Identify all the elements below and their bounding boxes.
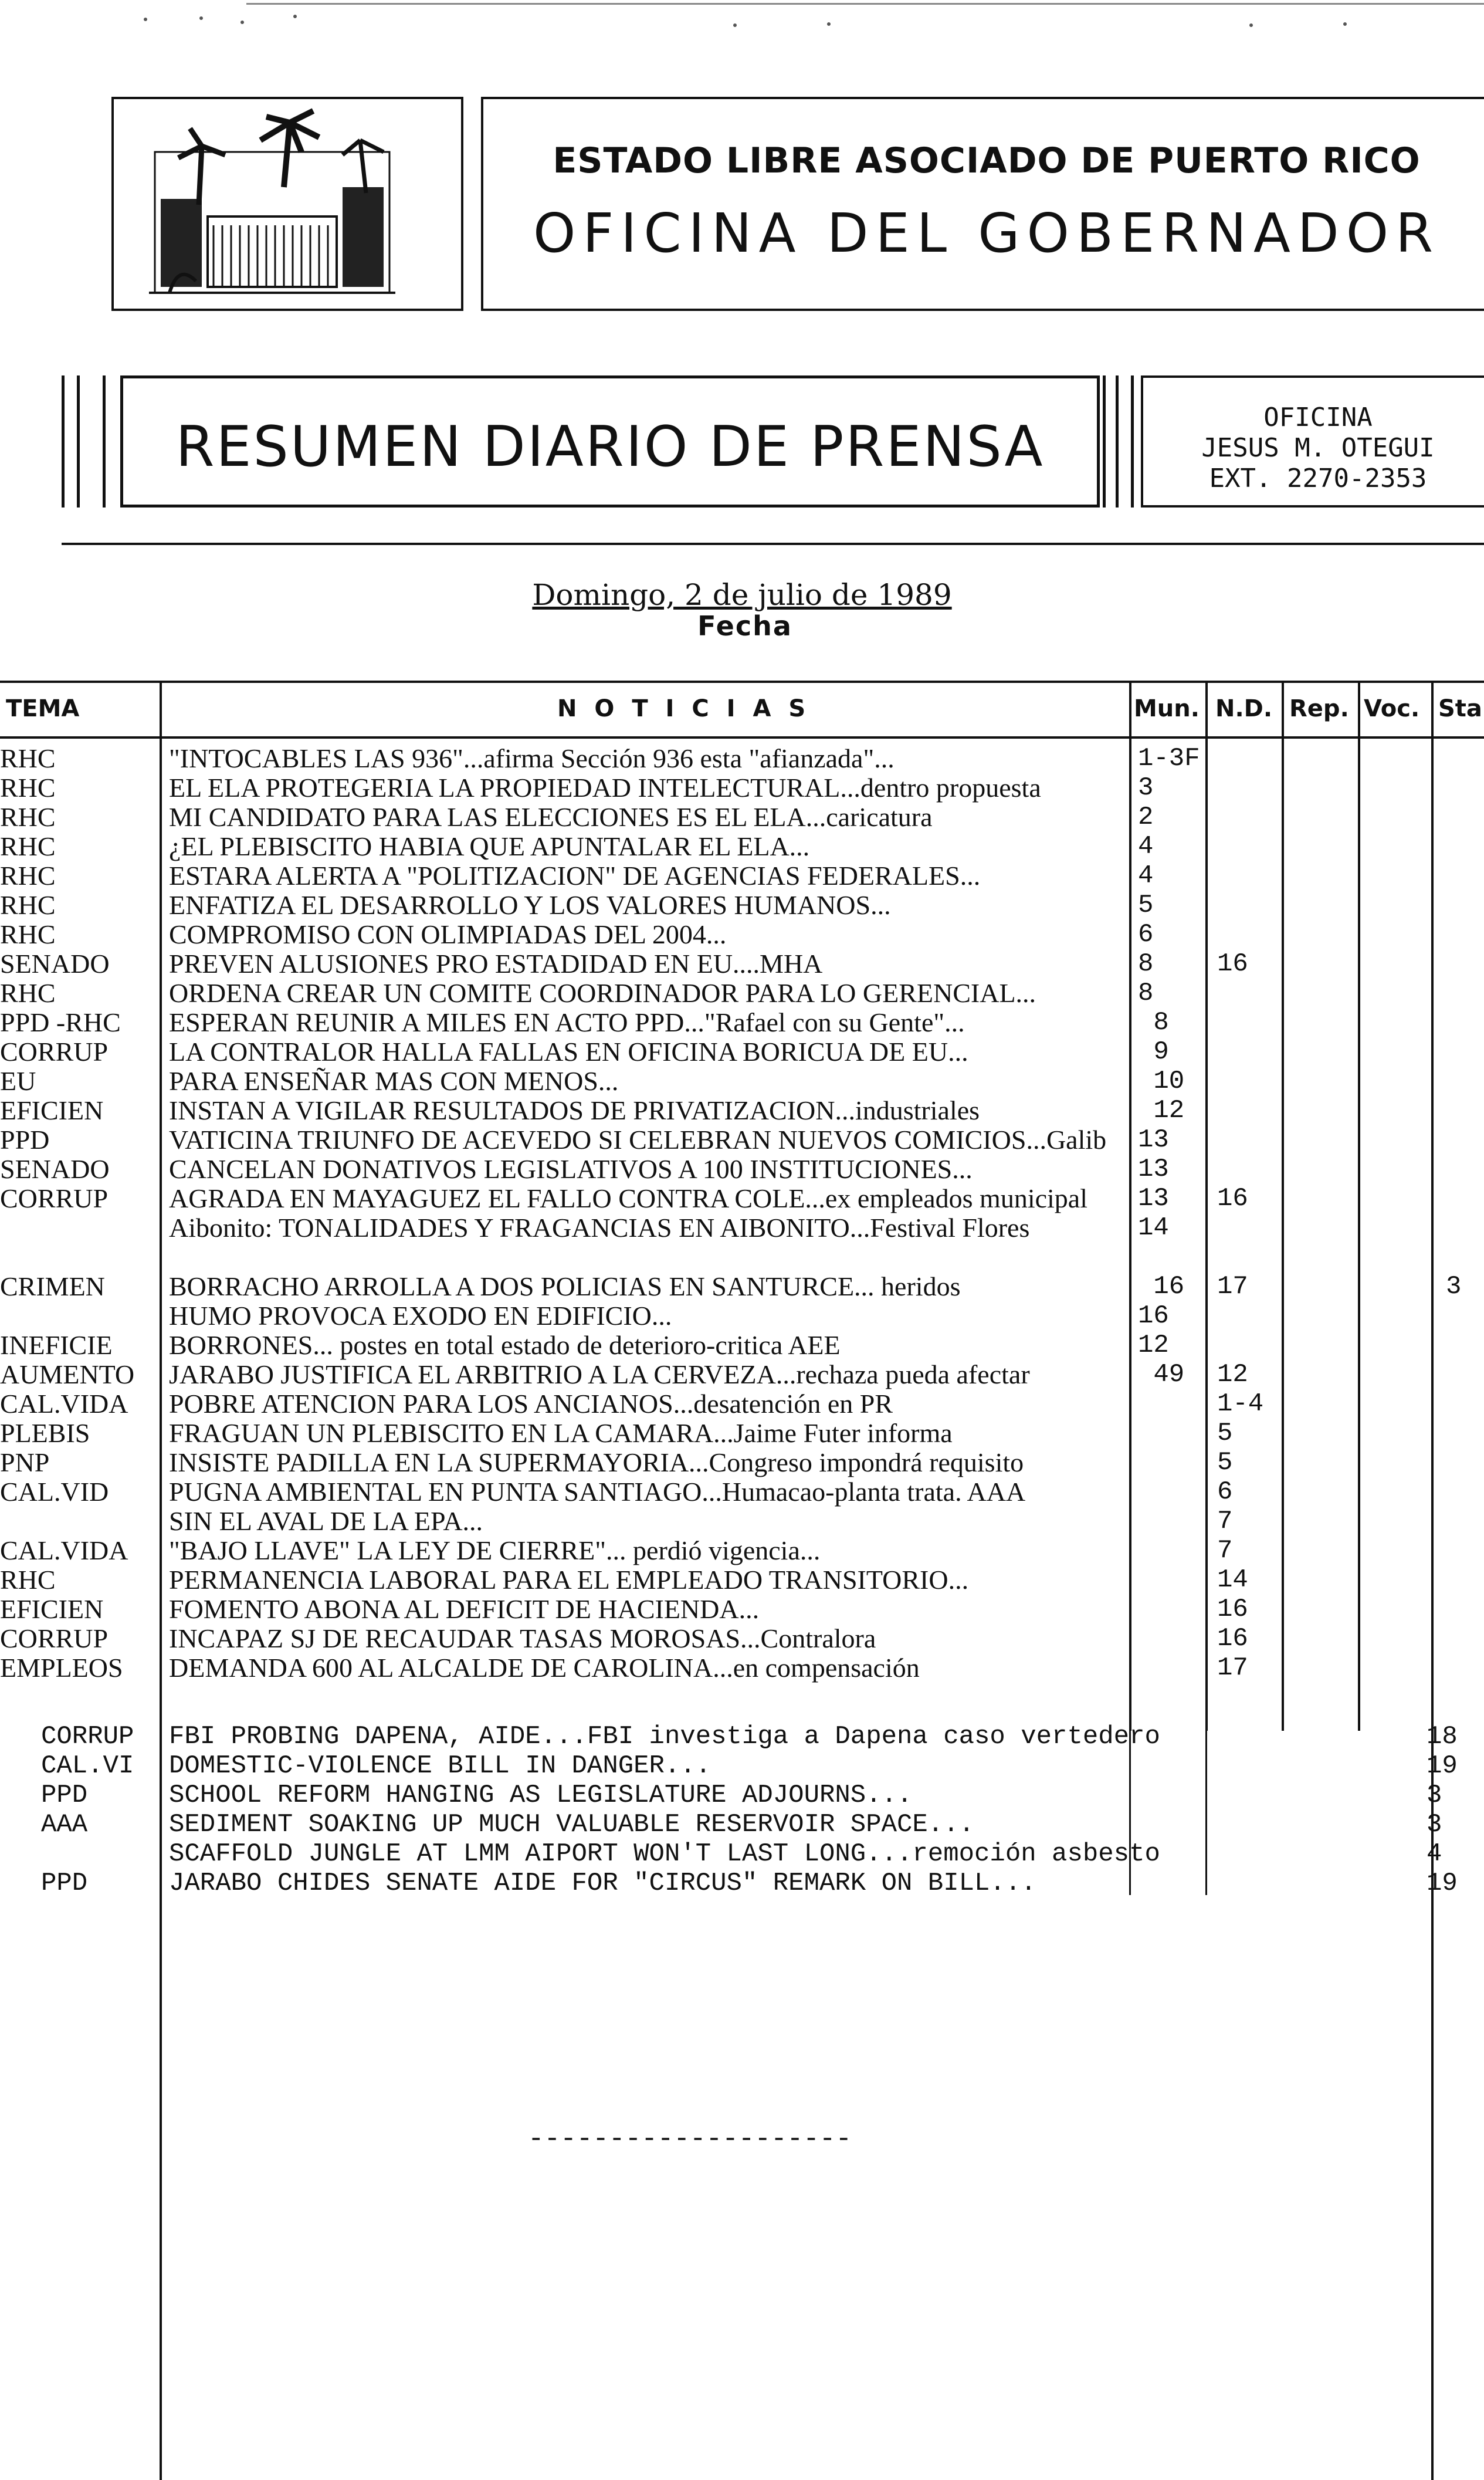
- row-headline: FBI PROBING DAPENA, AIDE...FBI investiga a Dapena caso vertedero: [169, 1722, 1160, 1751]
- table-row: [0, 1536, 1484, 1565]
- table-row: [0, 949, 1484, 979]
- table-row: [0, 1419, 1484, 1448]
- table-row-english: [0, 1781, 1484, 1810]
- row-tema: EU: [0, 1066, 36, 1096]
- row-headline: Aibonito: TONALIDADES Y FRAGANCIAS EN AIBONITO...Festival Flores: [169, 1213, 1030, 1243]
- row-tema: RHC: [0, 919, 56, 949]
- governor-mansion-logo-icon: [114, 99, 461, 309]
- table-row: [0, 1448, 1484, 1477]
- row-headline: BORRACHO ARROLLA A DOS POLICIAS EN SANTURCE... heridos: [169, 1271, 961, 1301]
- table-row: [0, 1067, 1484, 1096]
- row-tema: CORRUP: [0, 1623, 109, 1653]
- row-tema: PLEBIS: [0, 1418, 90, 1448]
- office-label: OFICINA: [1263, 402, 1373, 432]
- table-row: [0, 1331, 1484, 1360]
- date-value: Domingo, 2 de julio de 1989: [532, 578, 952, 612]
- row-mun: 16: [1138, 1272, 1185, 1301]
- row-headline: EL ELA PROTEGERIA LA PROPIEDAD INTELECTURAL...dentro propuesta: [169, 773, 1041, 803]
- row-mun: 13: [1138, 1125, 1169, 1155]
- table-row-english: [0, 1810, 1484, 1839]
- row-headline: DEMANDA 600 AL ALCALDE DE CAROLINA...en compensación: [169, 1653, 920, 1683]
- row-sta: 19: [1427, 1751, 1458, 1781]
- table-row: [0, 979, 1484, 1008]
- row-headline: SCHOOL REFORM HANGING AS LEGISLATURE ADJOURNS...: [169, 1781, 913, 1810]
- row-nd: 7: [1217, 1507, 1233, 1536]
- row-mun: 1-3F: [1138, 744, 1200, 773]
- row-tema: INEFICIE: [0, 1330, 113, 1360]
- table-row: [0, 1595, 1484, 1624]
- row-headline: POBRE ATENCION PARA LOS ANCIANOS...desatención en PR: [169, 1389, 893, 1419]
- col-head-voc: Voc.: [1364, 695, 1420, 722]
- row-tema: EFICIEN: [0, 1594, 104, 1624]
- row-headline: ESTARA ALERTA A "POLITIZACION" DE AGENCIAS FEDERALES...: [169, 861, 981, 891]
- row-headline: ORDENA CREAR UN COMITE COORDINADOR PARA LO GERENCIAL...: [169, 978, 1036, 1008]
- table-row: [0, 1008, 1484, 1037]
- row-headline: FRAGUAN UN PLEBISCITO EN LA CAMARA...Jaime Futer informa: [169, 1418, 953, 1448]
- row-mun: 14: [1138, 1213, 1169, 1243]
- row-sta: 3: [1427, 1810, 1442, 1839]
- table-row: [0, 1624, 1484, 1653]
- table-row: [0, 832, 1484, 861]
- row-nd: 7: [1217, 1536, 1233, 1565]
- row-mun: 49: [1138, 1360, 1185, 1389]
- row-tema: RHC: [0, 861, 56, 891]
- scan-speck: [240, 21, 244, 24]
- row-mun: 5: [1138, 891, 1154, 920]
- banner-bars-right: [1103, 375, 1138, 507]
- col-head-nd: N.D.: [1215, 695, 1273, 722]
- table-row: [0, 891, 1484, 920]
- col-head-mun: Mun.: [1134, 695, 1200, 722]
- header-line1: ESTADO LIBRE ASOCIADO DE PUERTO RICO: [553, 140, 1421, 181]
- row-sta: 18: [1427, 1722, 1458, 1751]
- row-mun: 12: [1138, 1096, 1185, 1125]
- row-nd: 16: [1217, 1184, 1248, 1213]
- row-tema: PNP: [0, 1447, 50, 1477]
- row-tema: EFICIEN: [0, 1095, 104, 1125]
- row-tema: RHC: [0, 743, 56, 773]
- scan-speck: [199, 16, 203, 20]
- row-headline: JARABO JUSTIFICA EL ARBITRIO A LA CERVEZA...rechaza pueda afectar: [169, 1359, 1030, 1389]
- row-tema: CORRUP: [41, 1722, 134, 1751]
- row-mun: 10: [1138, 1067, 1185, 1096]
- row-tema: AUMENTO: [0, 1359, 135, 1389]
- row-tema: PPD: [0, 1125, 50, 1155]
- banner-title: RESUMEN DIARIO DE PRENSA: [175, 415, 1045, 479]
- row-mun: 13: [1138, 1184, 1169, 1213]
- scan-speck: [1343, 22, 1347, 26]
- table-row: [0, 744, 1484, 773]
- col-head-sta: Sta: [1438, 695, 1482, 722]
- row-headline: INSISTE PADILLA EN LA SUPERMAYORIA...Congreso impondrá requisito: [169, 1447, 1024, 1477]
- row-tema: CAL.VI: [41, 1751, 134, 1781]
- row-nd: 17: [1217, 1653, 1248, 1683]
- row-tema: SENADO: [0, 1154, 110, 1184]
- row-tema: CAL.VIDA: [0, 1535, 128, 1565]
- scan-speck: [733, 23, 737, 27]
- row-headline: JARABO CHIDES SENATE AIDE FOR "CIRCUS" REMARK ON BILL...: [169, 1869, 1036, 1898]
- row-nd: 6: [1217, 1477, 1233, 1507]
- row-nd: 12: [1217, 1360, 1248, 1389]
- logo-frame: [111, 97, 463, 311]
- row-tema: RHC: [0, 831, 56, 861]
- row-headline: SEDIMENT SOAKING UP MUCH VALUABLE RESERVOIR SPACE...: [169, 1810, 975, 1839]
- table-row: [0, 1272, 1484, 1301]
- table-row: [0, 920, 1484, 949]
- table-row: [0, 861, 1484, 891]
- table-row: [0, 1653, 1484, 1683]
- table-row-english: [0, 1869, 1484, 1898]
- row-nd: 5: [1217, 1419, 1233, 1448]
- row-tema: AAA: [41, 1810, 88, 1839]
- row-mun: 12: [1138, 1331, 1169, 1360]
- row-mun: 9: [1138, 1037, 1169, 1067]
- footer-rule: --------------------: [528, 2124, 852, 2154]
- office-name: JESUS M. OTEGUI: [1201, 433, 1435, 463]
- banner-box: [120, 375, 1100, 507]
- row-tema: EMPLEOS: [0, 1653, 123, 1683]
- row-mun: 2: [1138, 803, 1154, 832]
- row-tema: RHC: [0, 890, 56, 920]
- row-tema: RHC: [0, 1565, 56, 1595]
- row-nd: 1-4: [1217, 1389, 1264, 1419]
- table-row: [0, 1301, 1484, 1331]
- row-headline: "INTOCABLES LAS 936"...afirma Sección 936 esta "afianzada"...: [169, 743, 895, 773]
- table-row: [0, 803, 1484, 832]
- table-row: [0, 1389, 1484, 1419]
- row-headline: INSTAN A VIGILAR RESULTADOS DE PRIVATIZACION...industriales: [169, 1095, 980, 1125]
- scan-speck: [827, 22, 831, 26]
- table-row: [0, 1507, 1484, 1536]
- table-row: [0, 1037, 1484, 1067]
- table-row: [0, 1096, 1484, 1125]
- row-sta: 3: [1446, 1272, 1462, 1301]
- scan-edge: [246, 3, 1484, 5]
- date-label: Fecha: [697, 610, 792, 642]
- row-tema: CORRUP: [0, 1037, 109, 1067]
- row-headline: HUMO PROVOCA EXODO EN EDIFICIO...: [169, 1301, 672, 1331]
- row-headline: BORRONES... postes en total estado de deterioro-critica AEE: [169, 1330, 841, 1360]
- col-head-noticias: N O T I C I A S: [557, 695, 811, 722]
- table-row: [0, 1565, 1484, 1595]
- row-sta: 3: [1427, 1781, 1442, 1810]
- row-nd: 17: [1217, 1272, 1248, 1301]
- row-headline: "BAJO LLAVE" LA LEY DE CIERRE"... perdió vigencia...: [169, 1535, 821, 1565]
- row-mun: 8: [1138, 1008, 1169, 1037]
- banner-bars-left: [62, 375, 117, 507]
- table-row: [0, 1360, 1484, 1389]
- date-line: [0, 578, 1484, 612]
- table-row: [0, 1155, 1484, 1184]
- table-top-rule: [0, 681, 1484, 683]
- office-ext: EXT. 2270-2353: [1209, 463, 1427, 493]
- table-header-rule: [0, 736, 1484, 739]
- header-rule: [62, 543, 1484, 545]
- table-row: [0, 773, 1484, 803]
- row-headline: MI CANDIDATO PARA LAS ELECCIONES ES EL ELA...caricatura: [169, 802, 933, 832]
- row-headline: INCAPAZ SJ DE RECAUDAR TASAS MOROSAS...Contralora: [169, 1623, 876, 1653]
- row-mun: 16: [1138, 1301, 1169, 1331]
- row-headline: SCAFFOLD JUNGLE AT LMM AIPORT WON'T LAST LONG...remoción asbesto: [169, 1839, 1160, 1869]
- table-row: [0, 1213, 1484, 1243]
- row-tema: CRIMEN: [0, 1271, 105, 1301]
- row-headline: COMPROMISO CON OLIMPIADAS DEL 2004...: [169, 919, 727, 949]
- row-sta: 4: [1427, 1839, 1442, 1869]
- row-mun: 3: [1138, 773, 1154, 803]
- row-headline: PARA ENSEÑAR MAS CON MENOS...: [169, 1066, 619, 1096]
- office-box: [1141, 375, 1484, 507]
- row-mun: 4: [1138, 861, 1154, 891]
- table-row-english: [0, 1751, 1484, 1781]
- table-row-english: [0, 1839, 1484, 1869]
- row-tema: SENADO: [0, 949, 110, 979]
- row-mun: 13: [1138, 1155, 1169, 1184]
- header-title-box: [481, 97, 1484, 311]
- table-row-english: [0, 1722, 1484, 1751]
- row-tema: RHC: [0, 773, 56, 803]
- col-head-tema: TEMA: [6, 695, 80, 722]
- row-tema: RHC: [0, 802, 56, 832]
- row-headline: LA CONTRALOR HALLA FALLAS EN OFICINA BORICUA DE EU...: [169, 1037, 968, 1067]
- row-headline: PERMANENCIA LABORAL PARA EL EMPLEADO TRANSITORIO...: [169, 1565, 969, 1595]
- row-headline: ESPERAN REUNIR A MILES EN ACTO PPD..."Rafael con su Gente"...: [169, 1007, 965, 1037]
- row-nd: 16: [1217, 949, 1248, 979]
- row-sta: 19: [1427, 1869, 1458, 1898]
- row-nd: 16: [1217, 1595, 1248, 1624]
- row-tema: RHC: [0, 978, 56, 1008]
- table-row: [0, 1477, 1484, 1507]
- table-row: [0, 1125, 1484, 1155]
- row-mun: 8: [1138, 949, 1154, 979]
- row-mun: 6: [1138, 920, 1154, 949]
- row-headline: FOMENTO ABONA AL DEFICIT DE HACIENDA...: [169, 1594, 760, 1624]
- row-headline: VATICINA TRIUNFO DE ACEVEDO SI CELEBRAN NUEVOS COMICIOS...Galib: [169, 1125, 1107, 1155]
- col-head-rep: Rep.: [1289, 695, 1349, 722]
- row-headline: PREVEN ALUSIONES PRO ESTADIDAD EN EU....MHA: [169, 949, 823, 979]
- row-headline: AGRADA EN MAYAGUEZ EL FALLO CONTRA COLE...ex empleados municipal: [169, 1183, 1087, 1213]
- row-headline: ¿EL PLEBISCITO HABIA QUE APUNTALAR EL ELA...: [169, 831, 810, 861]
- scan-speck: [1249, 23, 1253, 27]
- row-nd: 16: [1217, 1624, 1248, 1653]
- row-tema: PPD -RHC: [0, 1007, 121, 1037]
- row-tema: CAL.VIDA: [0, 1389, 128, 1419]
- row-nd: 5: [1217, 1448, 1233, 1477]
- row-mun: 8: [1138, 979, 1154, 1008]
- scan-speck: [144, 18, 147, 21]
- row-headline: PUGNA AMBIENTAL EN PUNTA SANTIAGO...Humacao-planta trata. AAA: [169, 1477, 1026, 1507]
- row-tema: CORRUP: [0, 1183, 109, 1213]
- row-headline: SIN EL AVAL DE LA EPA...: [169, 1506, 483, 1536]
- row-headline: ENFATIZA EL DESARROLLO Y LOS VALORES HUMANOS...: [169, 890, 891, 920]
- header-line2: OFICINA DEL GOBERNADOR: [533, 202, 1441, 265]
- table-row: [0, 1184, 1484, 1213]
- row-tema: PPD: [41, 1781, 88, 1810]
- row-tema: PPD: [41, 1869, 88, 1898]
- scan-speck: [293, 15, 297, 18]
- row-mun: 4: [1138, 832, 1154, 861]
- row-headline: DOMESTIC-VIOLENCE BILL IN DANGER...: [169, 1751, 711, 1781]
- row-nd: 14: [1217, 1565, 1248, 1595]
- row-headline: CANCELAN DONATIVOS LEGISLATIVOS A 100 INSTITUCIONES...: [169, 1154, 973, 1184]
- row-tema: CAL.VID: [0, 1477, 109, 1507]
